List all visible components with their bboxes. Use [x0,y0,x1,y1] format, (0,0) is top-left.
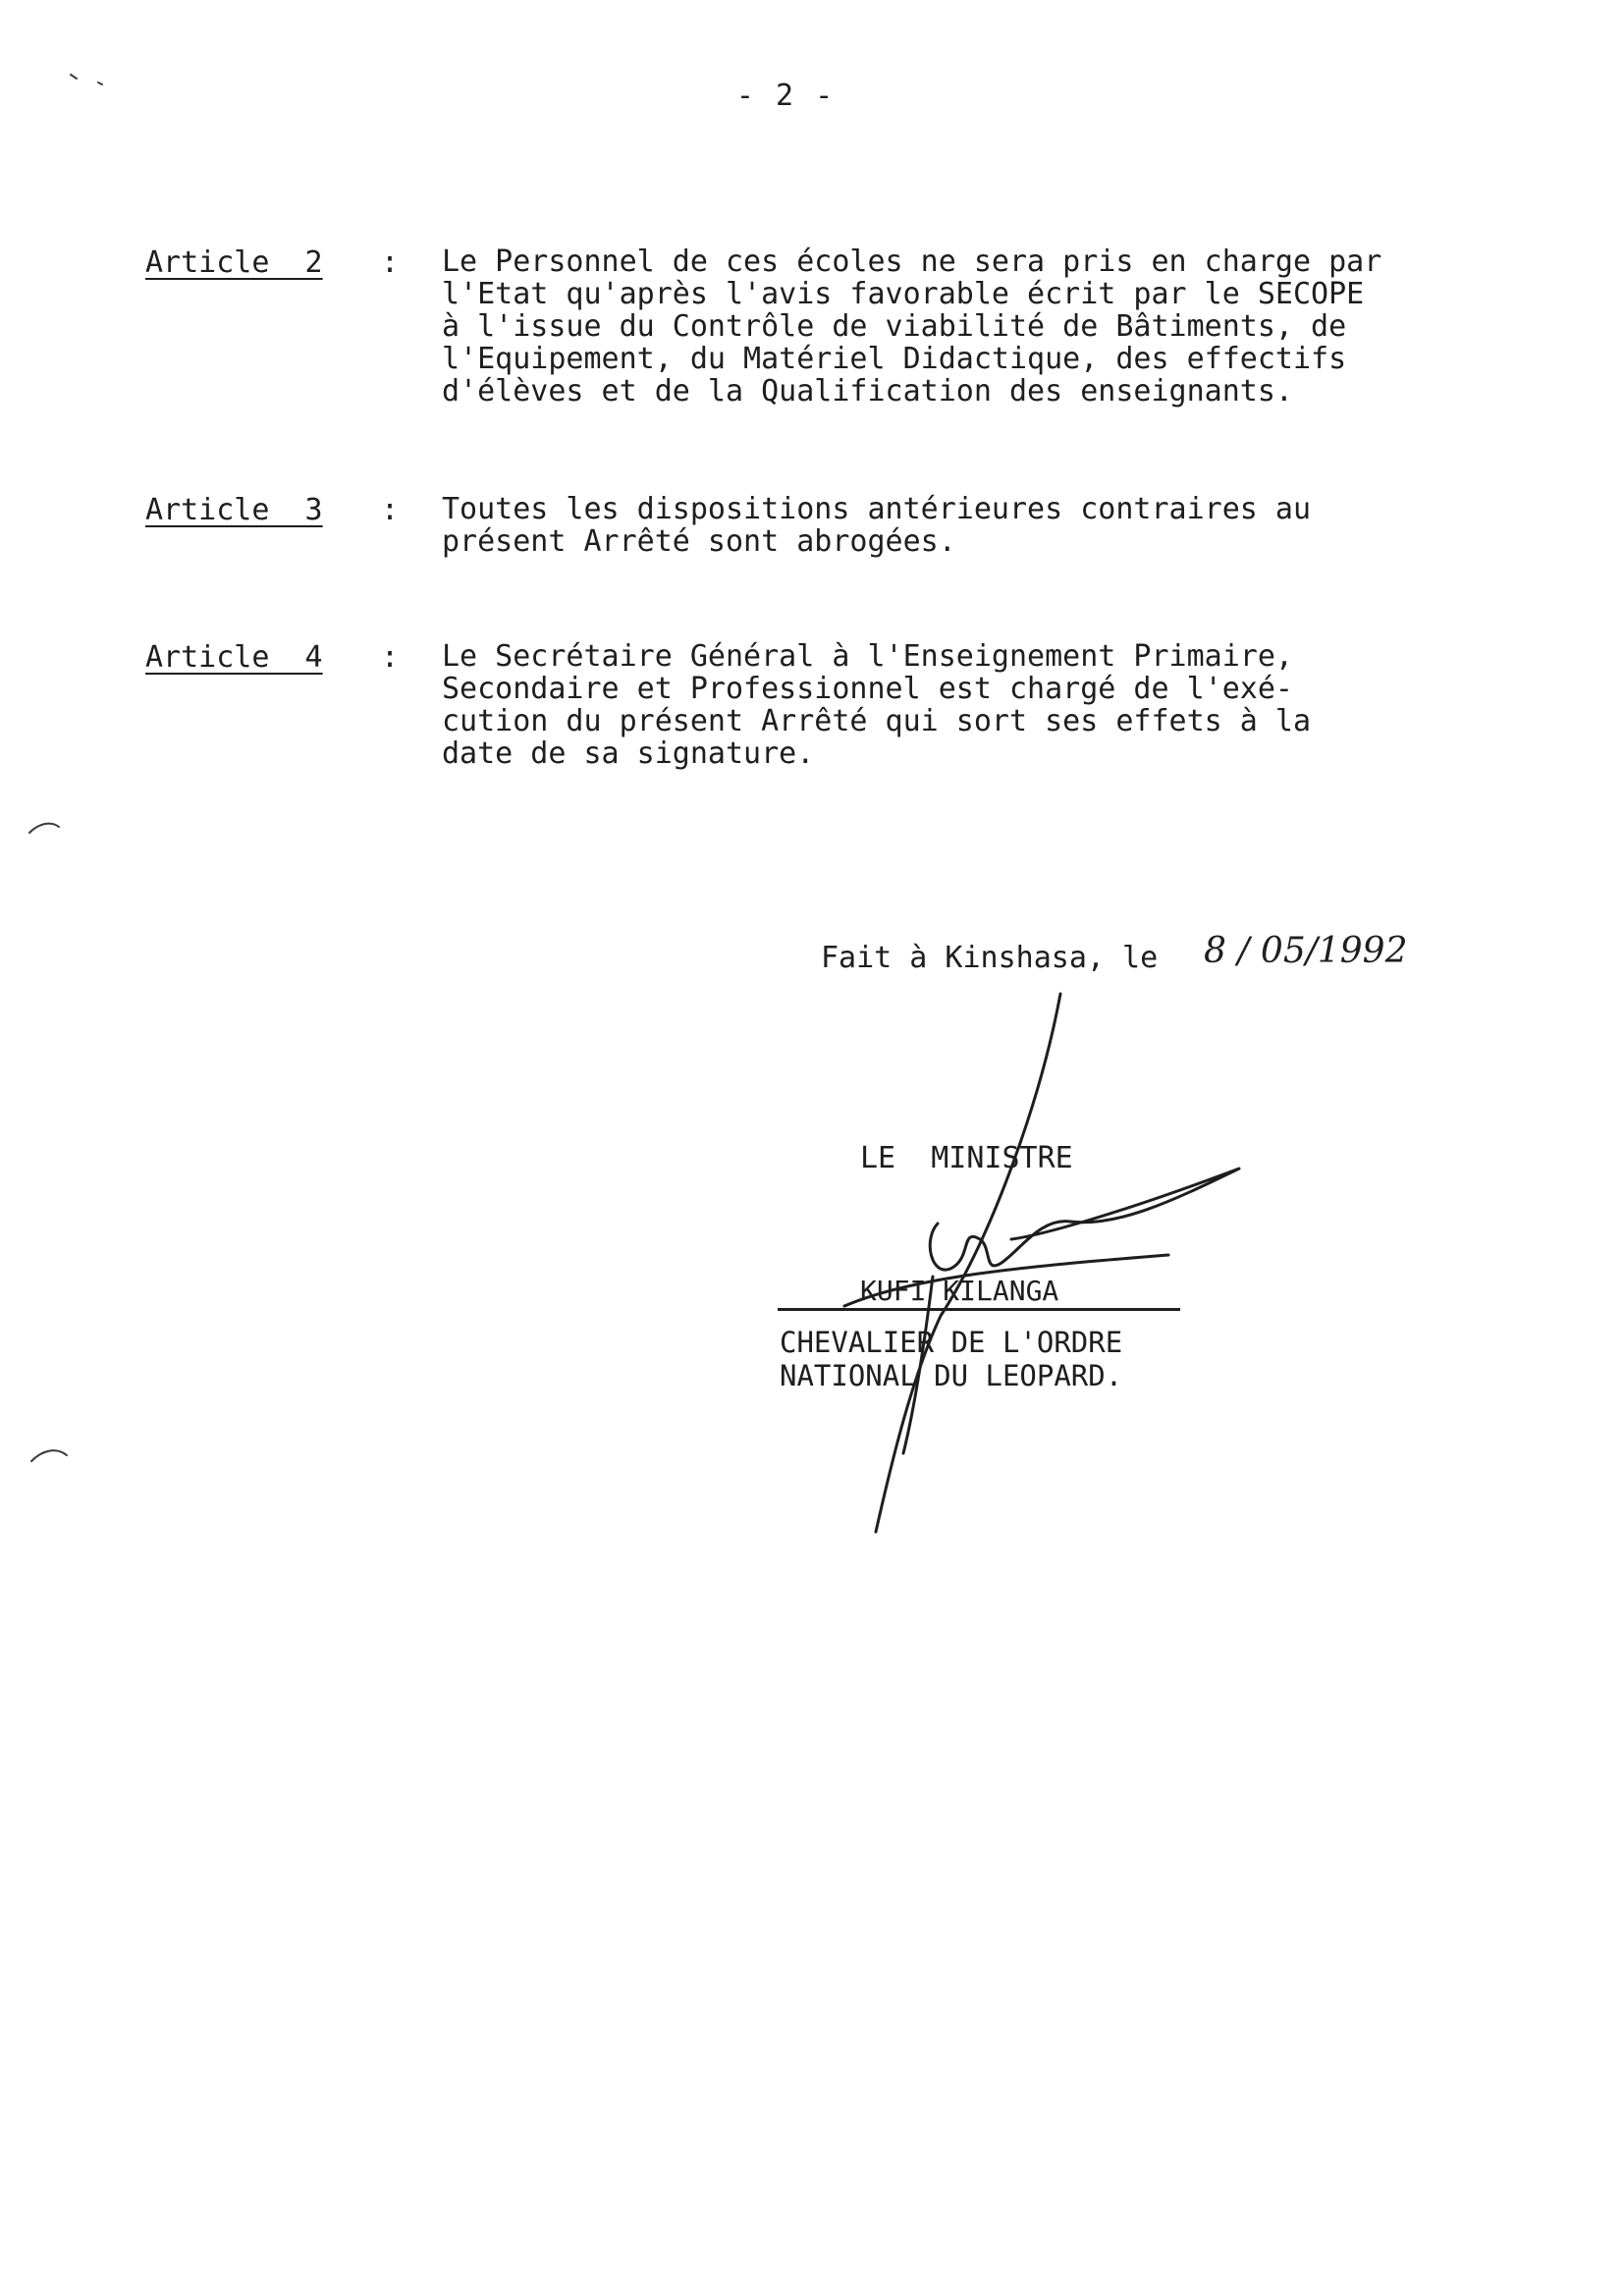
handwritten-date: 8 / 05/1992 [1204,931,1408,971]
place-date: Fait à Kinshasa, le [821,941,1159,975]
article-line: d'élèves et de la Qualification des enseignants. [442,374,1293,408]
article-line: date de sa signature. [442,736,815,771]
honor-line: NATIONAL DU LEOPARD. [780,1359,1123,1392]
article-separator: : [381,493,400,527]
page-number: - 2 - [735,79,836,113]
minister-title: LE MINISTRE [860,1141,1073,1175]
honor-line: CHEVALIER DE L'ORDRE [780,1326,1123,1359]
article-body [442,493,1502,558]
minister-honor [780,1326,1122,1392]
article-body [442,640,1502,770]
article-line: l'Etat qu'après l'avis favorable écrit par le SECOPE [442,277,1365,311]
article-body [442,245,1502,408]
article-line: Toutes les dispositions antérieures contraires au [442,492,1312,526]
article-label: Article 4 [145,640,323,675]
article-separator: : [381,640,400,675]
article-line: cution du présent Arrêté qui sort ses effets à la [442,704,1312,738]
article-separator: : [381,245,400,280]
article-line: Le Secrétaire Général à l'Enseignement Primaire, [442,639,1293,674]
article-line: Secondaire et Professionnel est chargé de l'exé- [442,672,1293,706]
article-line: l'Equipement, du Matériel Didactique, des effectifs [442,342,1347,376]
article-label: Article 2 [145,245,323,280]
article-line: Le Personnel de ces écoles ne sera pris en charge par [442,245,1382,279]
article-line: à l'issue du Contrôle de viabilité de Bâtiments, de [442,309,1347,344]
article-label: Article 3 [145,493,323,527]
name-rule [778,1308,1180,1311]
article-line: présent Arrêté sont abrogées. [442,524,956,559]
minister-name: KUFI KILANGA [860,1275,1059,1307]
